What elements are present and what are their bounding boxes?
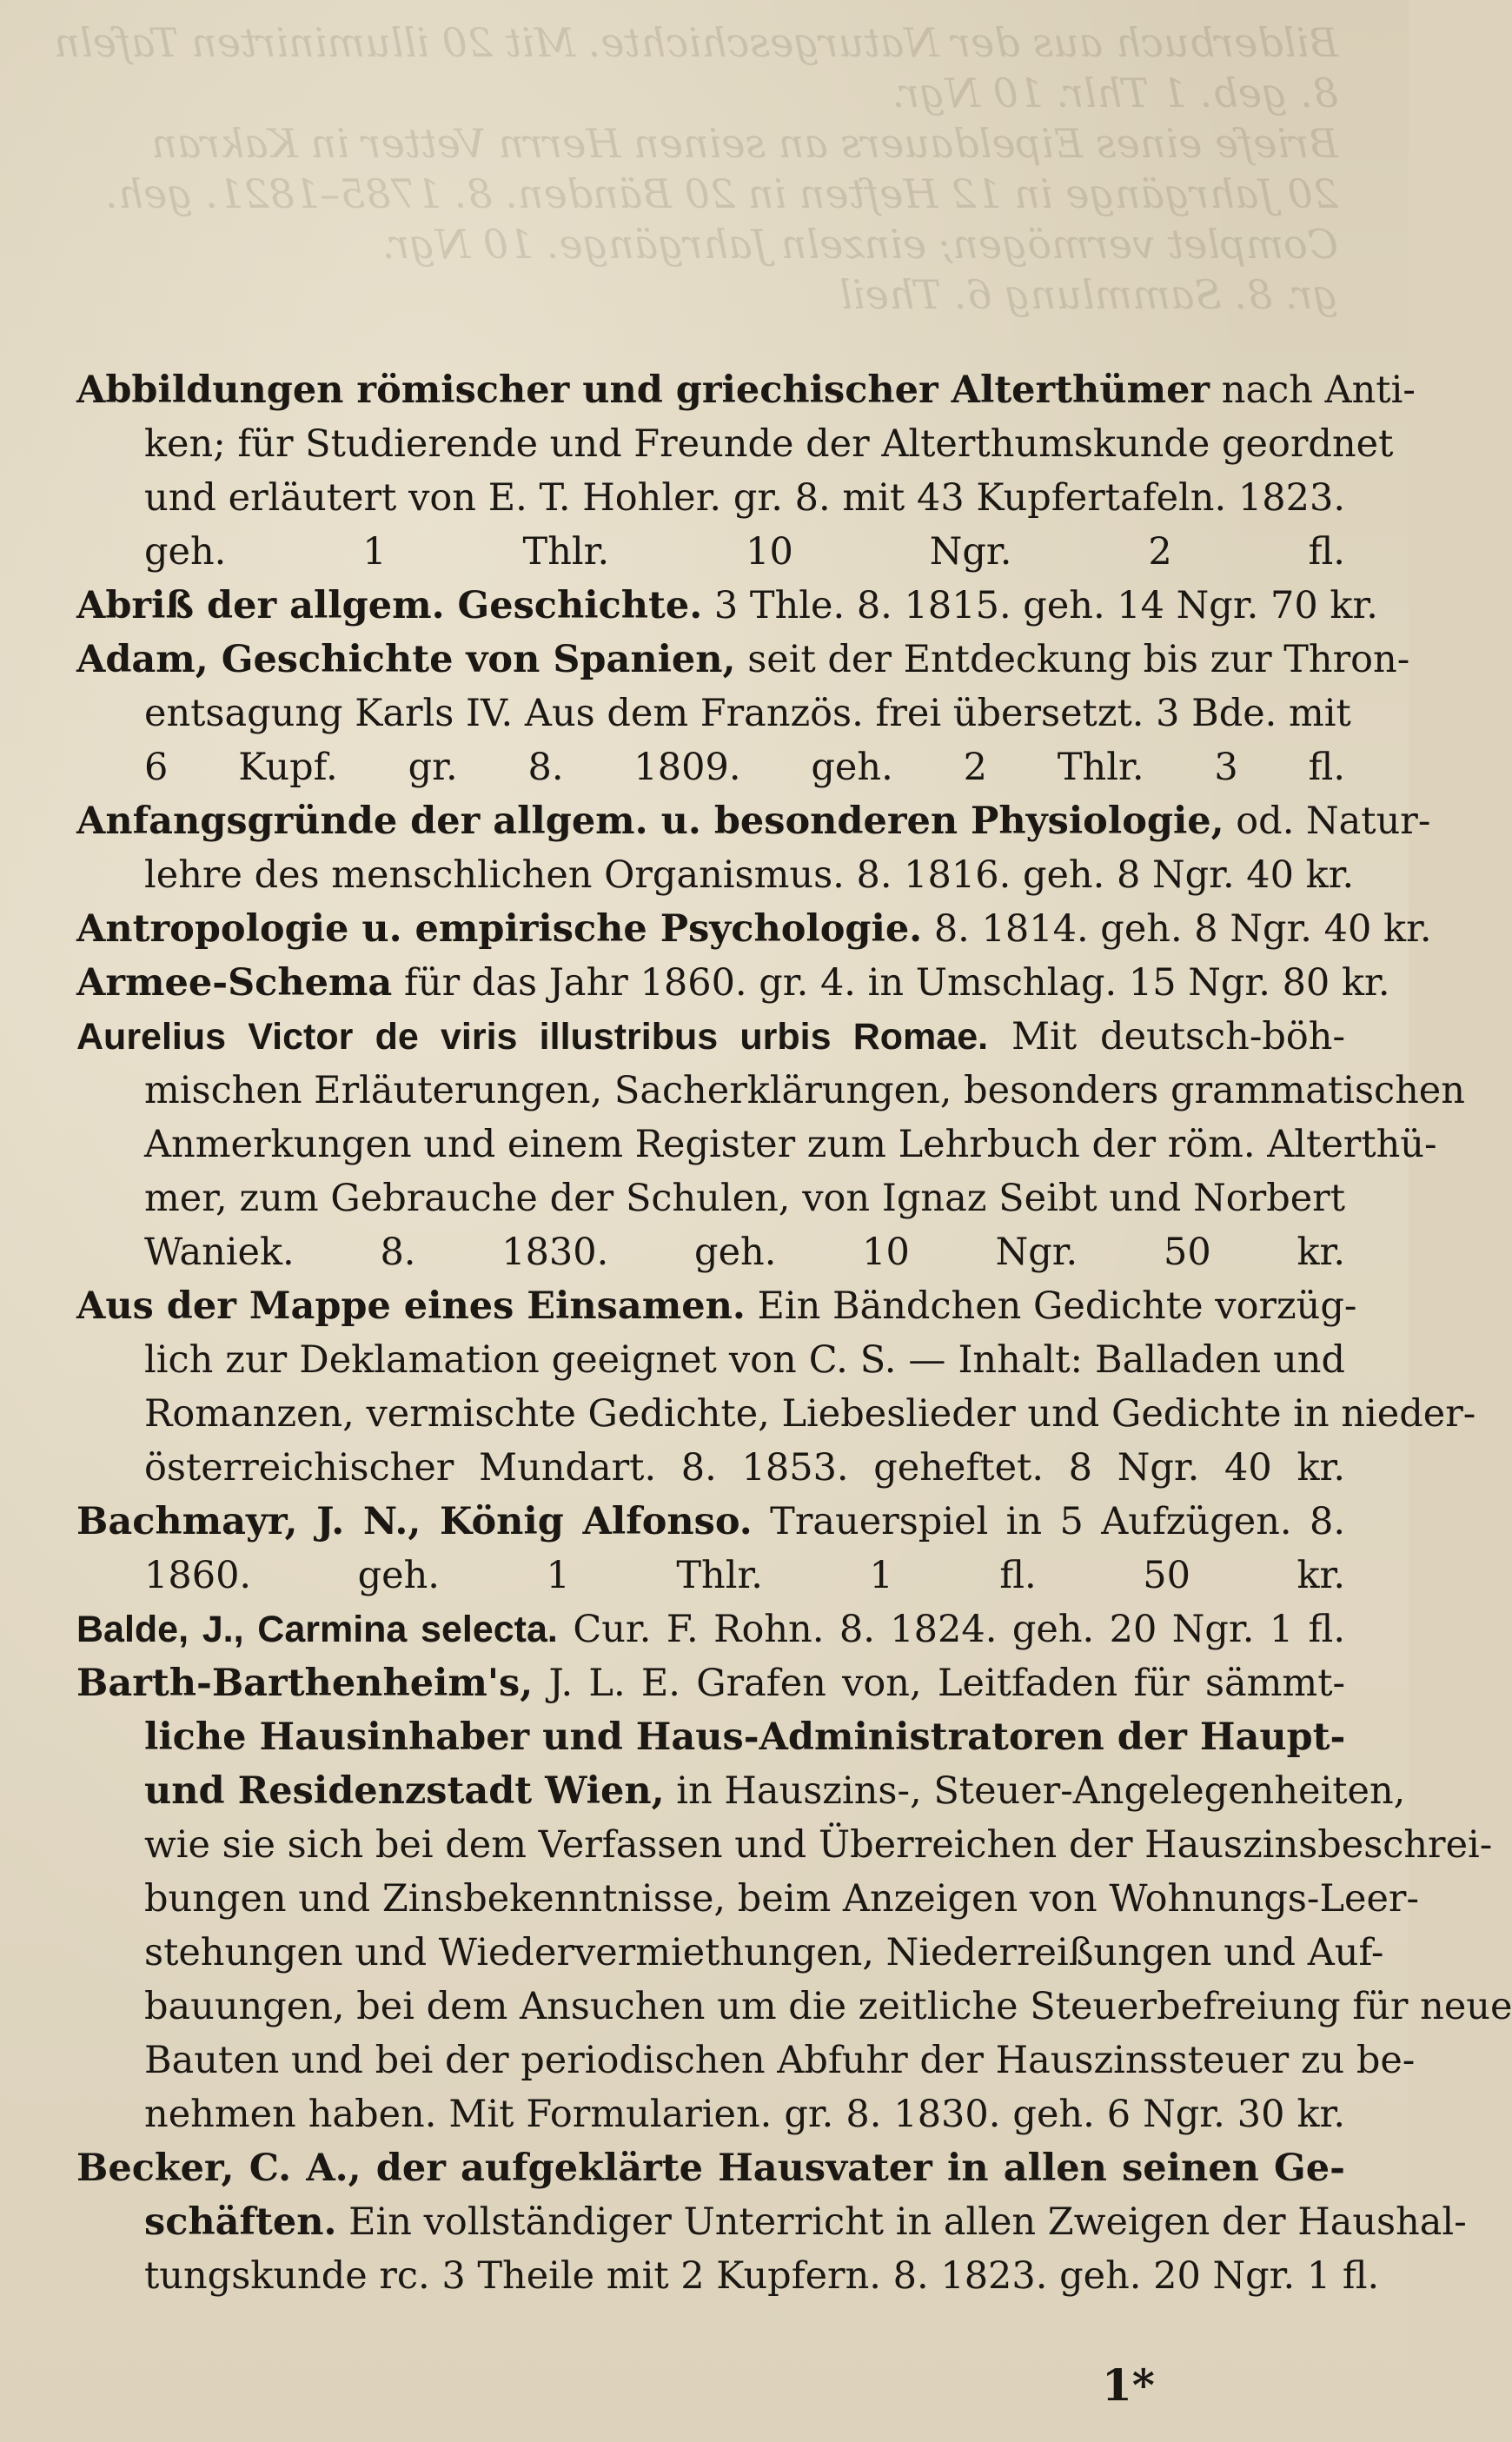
entry-anfangsgruende: Anfangsgründe der allgem. u. besonderen Physiologie, od. Natur- lehre des menschlichen Organismus. 8. 1816. geh. 8 Ngr. 40 kr. (76, 800, 1431, 897)
entry-abbildungen: Abbildungen römischer und griechischer Alterthümer nach Anti- ken; für Studierende und Freunde der Alterthumskunde geordnet und erläutert von E. T. Hohler. gr. 8. mit 43 Kupfertafeln. 1823. geh. 1 Thlr. 10 Ngr. 2 fl. (76, 368, 1416, 574)
entry-abriss: Abriß der allgem. Geschichte. 3 Thle. 8. 1815. geh. 14 Ngr. 70 kr. (76, 584, 1378, 627)
bleed-through-text: Bilderbuch aus der Naturgeschichte. Mit 20 illuminirten Tafeln 8. geb. 1 Thlr. 10 Ngr. Briefe eines Eipeldauers an seinen Herrn Vetter in Kakran 20 Jahrgänge in 12 Heften in 20 Bänden. 8. 1785–1821. geh. Complet vermögen; einzeln Jahrgänge. 10 Ngr. gr. 8. Sammlung 6. Theil (54, 19, 1338, 318)
entry-barth-barthenheim: Barth-Barthenheim's, J. L. E. Grafen von, Leitfaden für sämmt- liche Hausinhaber und Haus-Administratoren der Haupt- und Residenzstadt Wien, in Hauszins-, Steuer-Angelegenheiten, wie sie sich bei dem Verfassen und Überreichen der Hauszinsbeschrei- bungen und Zinsbekenntnisse, beim Anzeigen von Wohnungs-Leer- stehungen und Wiedervermiethungen, Niederreißungen und Auf- bauungen, bei dem Ansuchen um die zeitliche Steuerbefreiung für neue Bauten und bei der periodischen Abfuhr der Hauszinssteuer zu be- nehmen haben. Mit Formularien. gr. 8. 1830. geh. 6 Ngr. 30 kr. (76, 1662, 1512, 2136)
catalog-entries (76, 363, 1512, 2303)
entry-armee-schema: Armee-Schema für das Jahr 1860. gr. 4. in Umschlag. 15 Ngr. 80 kr. (76, 961, 1390, 1005)
entry-bachmayr: Bachmayr, J. N., König Alfonso. Trauerspiel in 5 Aufzügen. 8. 1860. geh. 1 Thlr. 1 fl. 50 kr. (76, 1500, 1345, 1597)
entry-antropologie: Antropologie u. empirische Psychologie. 8. 1814. geh. 8 Ngr. 40 kr. (76, 907, 1432, 951)
entry-aus-der-mappe: Aus der Mappe eines Einsamen. Ein Bändchen Gedichte vorzüg- lich zur Deklamation geeignet von C. S. — Inhalt: Balladen und Romanzen, vermischte Gedichte, Liebeslieder und Gedichte in nieder- österreichischer Mundart. 8. 1853. geheftet. 8 Ngr. 40 kr. (76, 1284, 1476, 1490)
signature-mark: 1* (1102, 2359, 1155, 2411)
entry-becker: Becker, C. A., der aufgeklärte Hausvater in allen seinen Ge- schäften. Ein vollständiger Unterricht in allen Zweigen der Haushal- tungskunde rc. 3 Theile mit 2 Kupfern. 8. 1823. geh. 20 Ngr. 1 fl. (76, 2147, 1467, 2298)
entry-adam: Adam, Geschichte von Spanien, seit der Entdeckung bis zur Thron- entsagung Karls IV. Aus dem Französ. frei übersetzt. 3 Bde. mit 6 Kupf. gr. 8. 1809. geh. 2 Thlr. 3 fl. (76, 638, 1410, 789)
entry-balde: Balde, J., Carmina selecta. Cur. F. Rohn. 8. 1824. geh. 20 Ngr. 1 fl. (76, 1608, 1346, 1651)
entry-aurelius-victor: Aurelius Victor de viris illustribus urbis Romae. Mit deutsch-böh- mischen Erläuterungen, Sacherklärungen, besonders grammatischen Anmerkungen und einem Register zum Lehrbuch der röm. Alterthü- mer, zum Gebrauche der Schulen, von Ignaz Seibt und Norbert Waniek. 8. 1830. geh. 10 Ngr. 50 kr. (76, 1015, 1465, 1274)
